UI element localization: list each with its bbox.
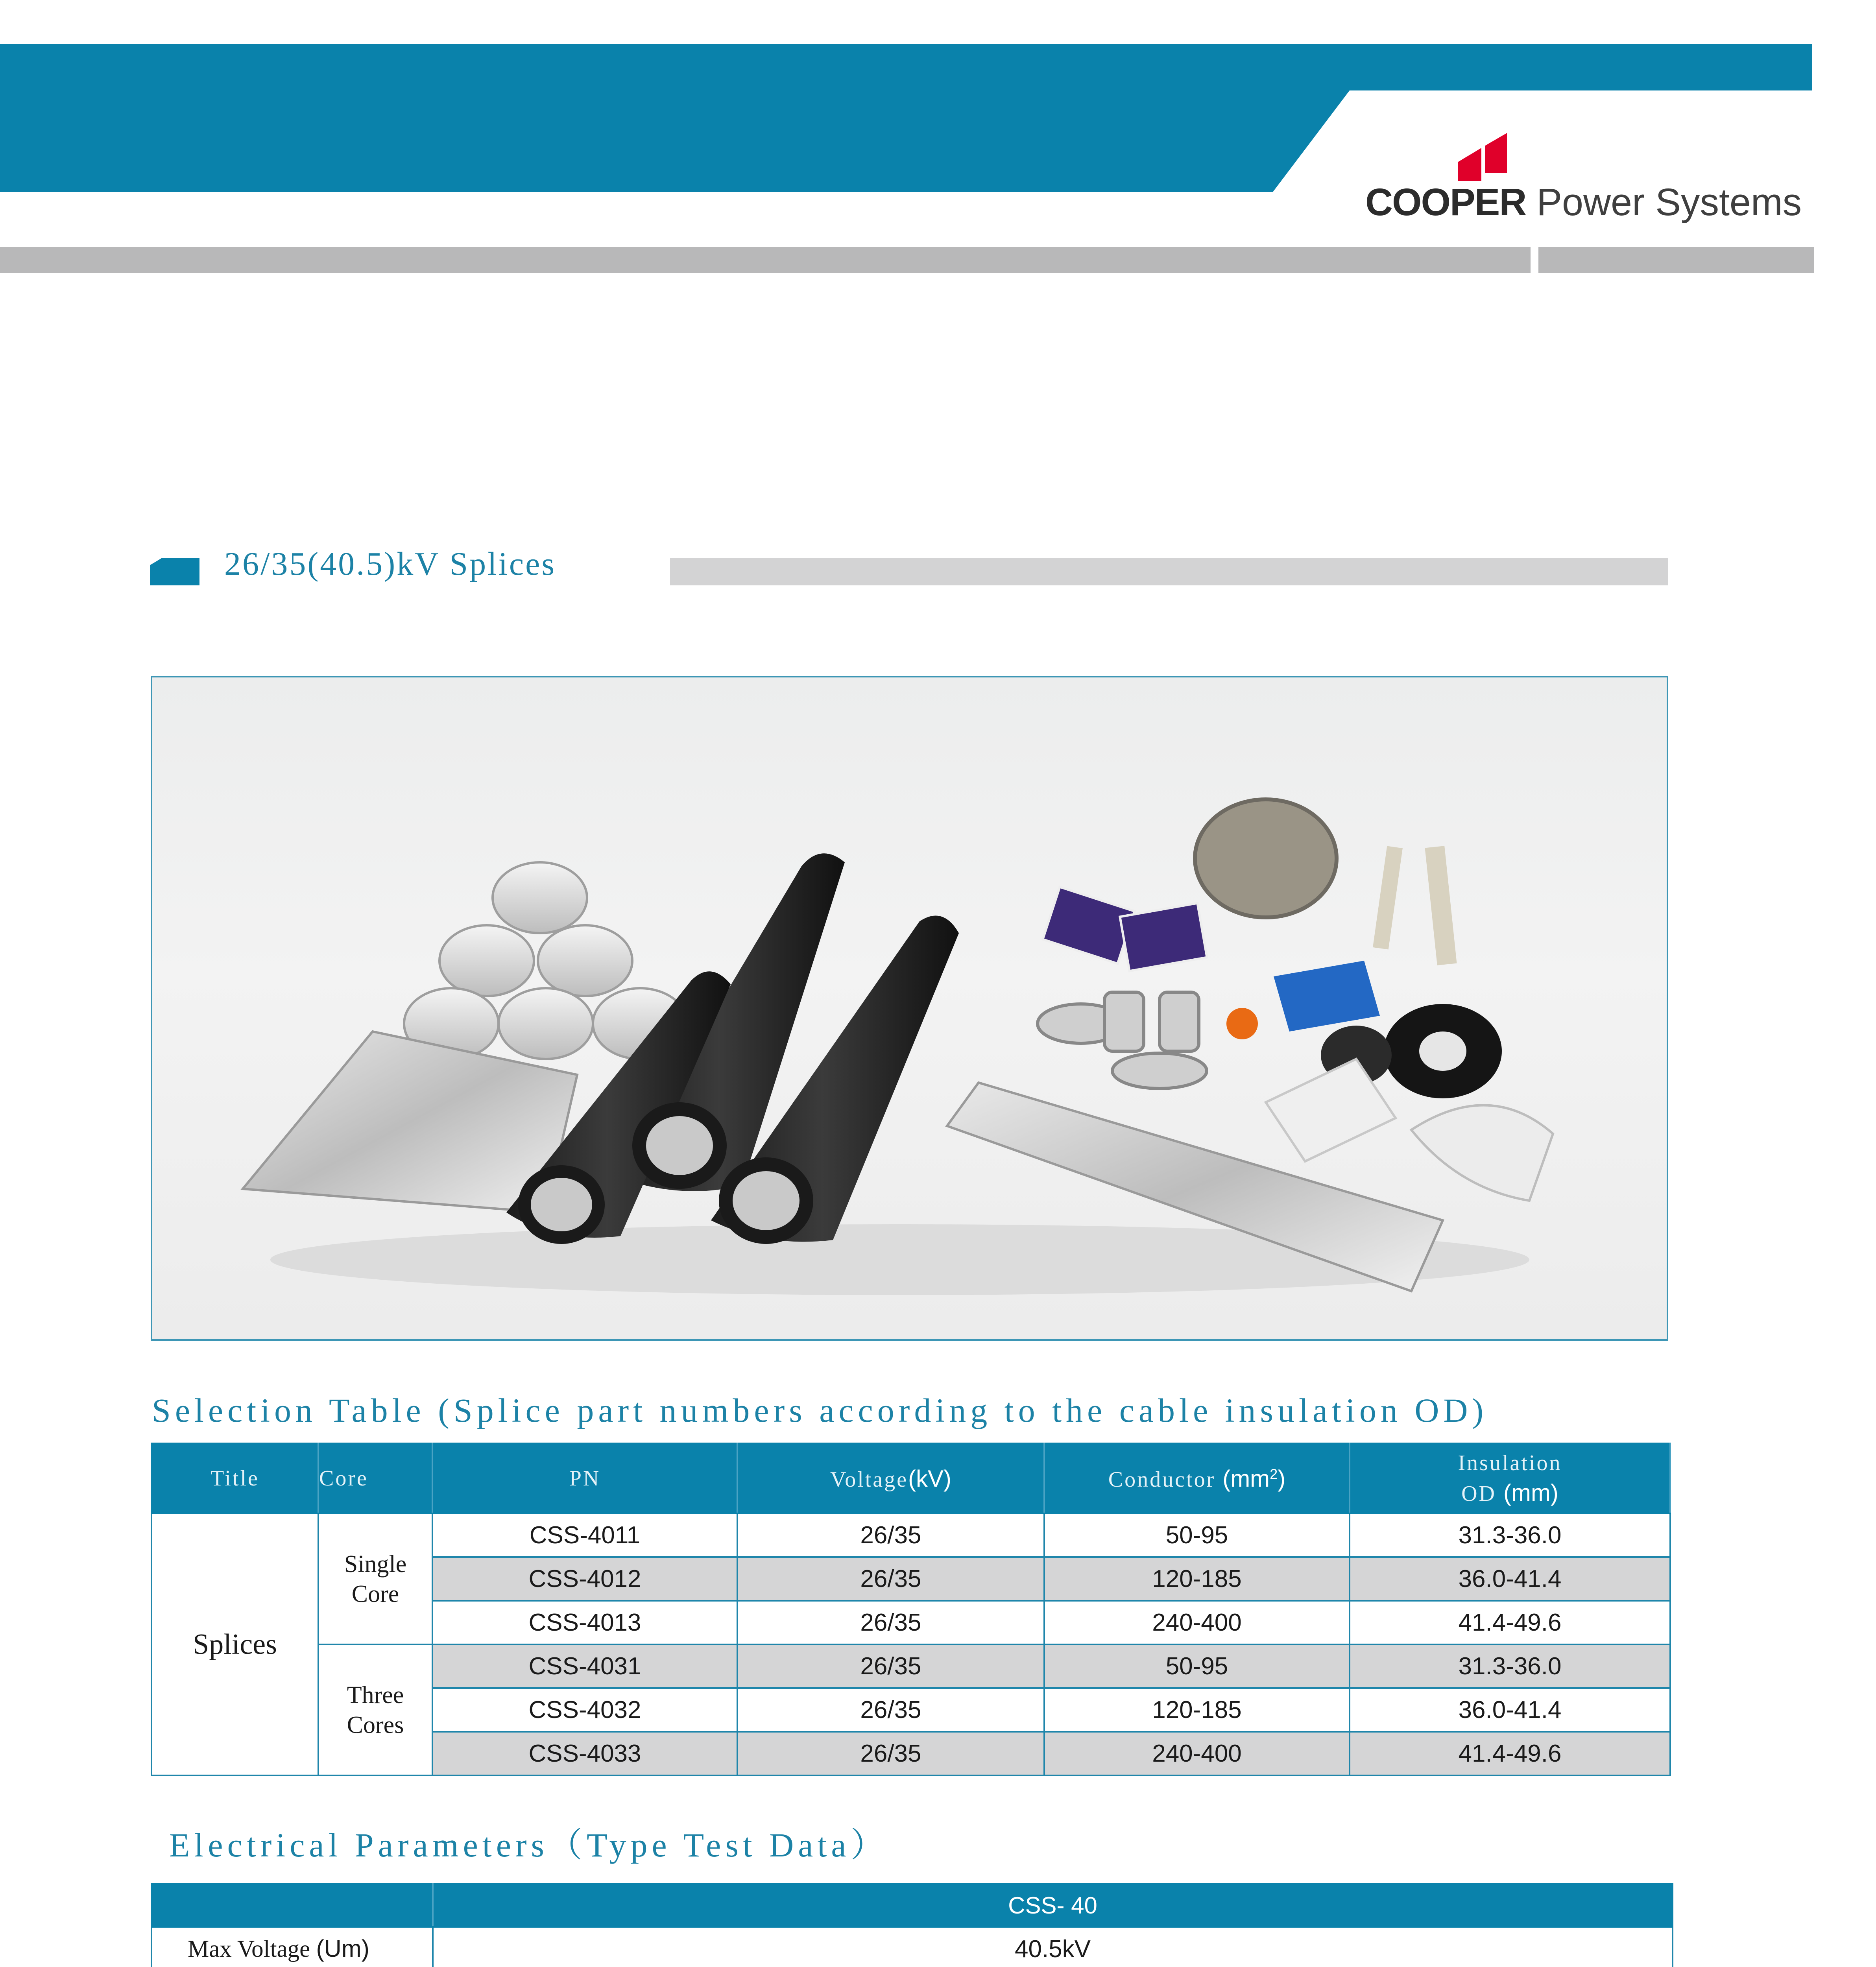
core-three-line2: Cores [347,1711,404,1738]
header-pn: PN [432,1443,737,1513]
core-label-single [318,1513,432,1644]
section-rule [670,558,1668,585]
header-voltage-unit: (kV) [908,1465,952,1492]
brand-blue-band [0,44,1812,192]
header-conductor-unit: (mm [1222,1465,1270,1492]
cell-voltage: 26/35 [737,1557,1044,1601]
header-insulation-line1: Insulation [1458,1451,1562,1475]
cell-od: 36.0-41.4 [1350,1688,1670,1732]
logo-word-cooper: COOPER [1365,181,1526,223]
core-single-line2: Core [351,1580,399,1607]
electrical-parameters-caption: Electrical Parameters（Type Test Data） [169,1826,889,1864]
gray-rule-left [0,247,1531,273]
gloves-icon [1411,1105,1553,1201]
cell-pn: CSS-4012 [432,1557,737,1601]
header-insulation-line2 [1350,1478,1669,1509]
marker-icon [1226,1008,1258,1039]
cell-conductor: 120-185 [1044,1557,1350,1601]
header-conductor-sup: 2 [1270,1465,1278,1482]
header-blank [151,1884,433,1927]
param-label [151,1927,433,1967]
cell-voltage: 26/35 [737,1688,1044,1732]
cell-pn: CSS-4031 [432,1644,737,1688]
section-title: 26/35(40.5)kV Splices [224,546,556,582]
core-single-line1: Single [344,1550,407,1578]
header-voltage [737,1443,1044,1513]
logo-word-power-systems: Power Systems [1526,181,1802,223]
selection-table-caption: Selection Table (Splice part numbers according to the cable insulation OD) [152,1391,1488,1429]
cooper-logo-mark-icon [1458,133,1507,181]
splice-kit-photo [151,676,1668,1341]
tab-icon [150,558,199,585]
header-core [318,1443,432,1513]
cell-pn: CSS-4032 [432,1688,737,1732]
company-logo [1365,180,1830,224]
cell-voltage: 26/35 [737,1732,1044,1775]
header-insulation-od [1350,1443,1670,1513]
header-insulation-unit: (mm) [1503,1480,1558,1506]
param-value: 40.5kV [433,1927,1673,1967]
table-row [151,1927,1673,1967]
header-core-text: Core [319,1466,368,1491]
table-row [151,1644,1670,1688]
table-row [151,1513,1670,1557]
param-label-unit: (Um) [316,1935,369,1962]
cell-conductor: 240-400 [1044,1732,1350,1775]
cell-conductor: 50-95 [1044,1644,1350,1688]
cell-od: 41.4-49.6 [1350,1601,1670,1644]
table-header-row [151,1443,1670,1513]
cell-pn: CSS-4033 [432,1732,737,1775]
header-conductor [1044,1443,1350,1513]
cell-conductor: 50-95 [1044,1513,1350,1557]
cell-pn: CSS-4013 [432,1601,737,1644]
cell-od: 41.4-49.6 [1350,1732,1670,1775]
splice-kit-photo-icon [152,677,1667,1339]
lubricant-packets-icon [1043,887,1207,971]
core-three-line1: Three [347,1681,404,1709]
cell-conductor: 240-400 [1044,1601,1350,1644]
header-model: CSS- 40 [433,1884,1673,1927]
core-label-three [318,1644,432,1775]
header-conductor-label: Conductor [1108,1467,1223,1492]
header-conductor-close: ) [1278,1465,1286,1492]
cell-od: 36.0-41.4 [1350,1557,1670,1601]
tape-rolls-icon [404,862,687,1059]
cell-voltage: 26/35 [737,1513,1044,1557]
cell-voltage: 26/35 [737,1644,1044,1688]
group-label-splices: Splices [151,1513,318,1775]
braid-icon [1373,846,1403,949]
cell-od: 31.3-36.0 [1350,1644,1670,1688]
header-title: Title [151,1443,318,1513]
header-band [0,0,1876,275]
selection-table [151,1443,1671,1776]
electrical-parameters-table [151,1883,1673,1967]
cell-pn: CSS-4011 [432,1513,737,1557]
param-label-text: Max Voltage [188,1936,316,1962]
header-voltage-label: Voltage [830,1467,908,1492]
mesh-roll-icon [1195,799,1337,917]
cell-od: 31.3-36.0 [1350,1513,1670,1557]
header-insulation-od-text: OD [1461,1482,1503,1506]
metal-connectors-icon [1038,992,1207,1089]
cell-voltage: 26/35 [737,1601,1044,1644]
blue-box-icon [1274,961,1380,1031]
gray-rule-right [1538,247,1814,273]
table-header-row [151,1884,1673,1927]
cell-conductor: 120-185 [1044,1688,1350,1732]
